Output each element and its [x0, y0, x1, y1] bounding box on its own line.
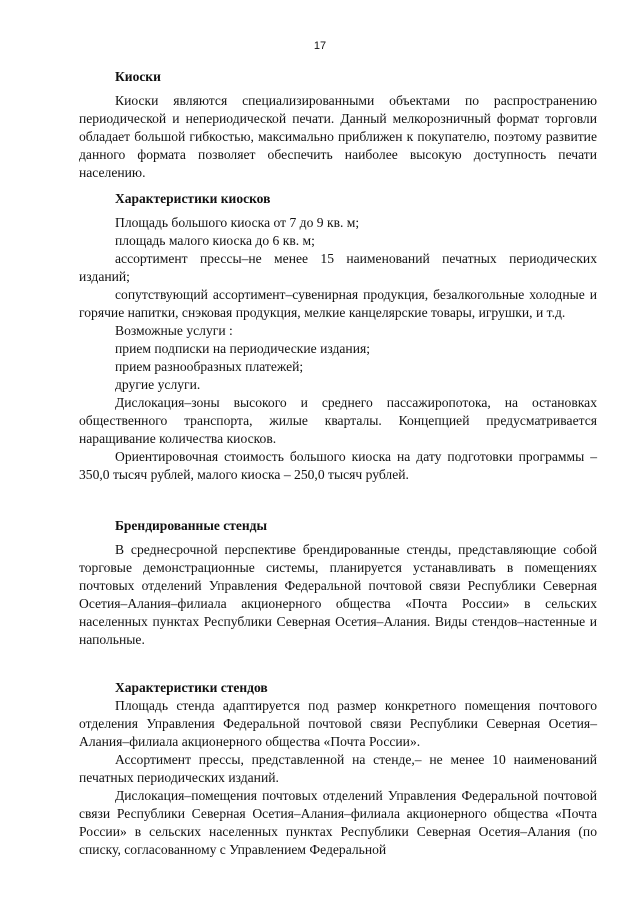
- kiosk-characteristic-item: прием подписки на периодические издания;: [115, 341, 371, 356]
- kiosk-characteristic-item: Ориентировочная стоимость большого киоска на дату подготовки программы – 350,0 тысяч рублей, малого киоска – 250,0 тысяч рублей.: [79, 449, 597, 482]
- branded-stands-paragraph: В среднесрочной перспективе брендированные стенды, представляющие собой торговые демонстрационные системы, планируется устанавливать в помещениях почтовых отделений Управления Федеральной почтовой связи Республики Северная Осетия–Алания–филиала акционерного общества «Почта России» в сельских населенных пунктах Республики Северная Осетия–Алания. Виды стендов–настенные и напольные.: [79, 542, 597, 647]
- stand-characteristic-item: Ассортимент прессы, представленной на стенде,– не менее 10 наименований печатных периодических изданий.: [79, 752, 597, 785]
- kiosk-characteristic-item: ассортимент прессы–не менее 15 наименований печатных периодических изданий;: [79, 251, 597, 284]
- kiosks-intro-paragraph: Киоски являются специализированными объектами по распространению периодической и непериодической печати. Данный мелкорозничный формат торговли обладает большой гибкостью, максимально приближен к покупателю, поэтому развитие данного формата позволяет обеспечить наиболее высокую доступность печати населению.: [79, 93, 597, 180]
- kiosk-characteristic-item: сопутствующий ассортимент–сувенирная продукция, безалкогольные холодные и горячие напитки, снэковая продукция, мелкие канцелярские товары, игрушки, и т.д.: [79, 287, 597, 320]
- kiosk-characteristic-item: Площадь большого киоска от 7 до 9 кв. м;: [115, 215, 360, 230]
- kiosk-characteristic-item: прием разнообразных платежей;: [115, 359, 304, 374]
- section-heading-branded-stands: Брендированные стенды: [115, 518, 268, 533]
- kiosk-characteristic-item: Дислокация–зоны высокого и среднего пассажиропотока, на остановках общественного транспорта, жилые кварталы. Концепцией предусматривается наращивание количества киосков.: [79, 395, 597, 446]
- section-heading-kiosks: Киоски: [115, 69, 161, 84]
- kiosk-characteristic-item: площадь малого киоска до 6 кв. м;: [115, 233, 315, 248]
- section-heading-stand-characteristics: Характеристики стендов: [115, 680, 268, 695]
- page-content: [79, 68, 597, 859]
- kiosk-characteristic-item: Возможные услуги :: [115, 323, 233, 338]
- stand-characteristic-item: Дислокация–помещения почтовых отделений Управления Федеральной почтовой связи Республики Северная Осетия–Алания–филиала акционерного общества «Почта России» в сельских населенных пунктах Республики Северная Осетия–Алания (по списку, согласованному с Управлением Федеральной: [79, 788, 597, 857]
- page-number: 17: [313, 40, 327, 52]
- kiosk-characteristic-item: другие услуги.: [115, 377, 201, 392]
- stand-characteristic-item: Площадь стенда адаптируется под размер конкретного помещения почтового отделения Управления Федеральной почтовой связи Республики Северная Осетия–Алания–филиала акционерного общества «Почта России».: [79, 698, 597, 749]
- section-heading-kiosk-characteristics: Характеристики киосков: [115, 191, 271, 206]
